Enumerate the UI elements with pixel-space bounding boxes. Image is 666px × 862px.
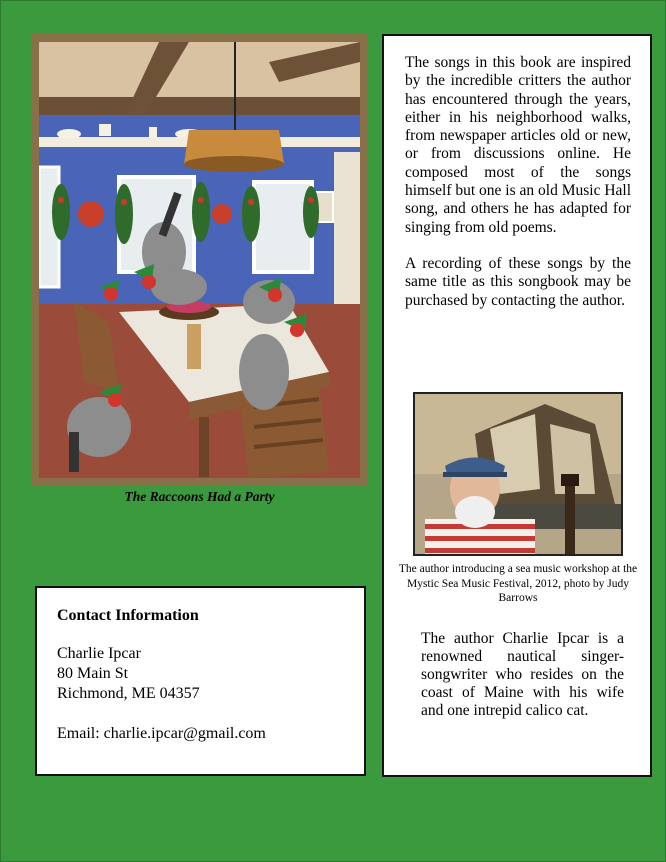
- contact-city: Richmond, ME 04357: [57, 685, 200, 702]
- contact-email: Email: charlie.ipcar@gmail.com: [57, 725, 266, 742]
- raccoon-party-illustration: [39, 42, 360, 478]
- photo-caption: The author introducing a sea music workshop at the Mystic Sea Music Festival, 2012, photo by Judy Barrows: [398, 563, 638, 604]
- right-text-box: [382, 34, 652, 777]
- bio-text: The author Charlie Ipcar is a renowned nautical singer-songwriter who resides on the coast of Maine with his wife and one intrepid calico cat.: [421, 630, 624, 719]
- illustration-frame: [31, 34, 368, 486]
- intro-text: [405, 54, 631, 328]
- contact-street: 80 Main St: [57, 665, 129, 682]
- contact-name: Charlie Ipcar: [57, 645, 141, 662]
- author-portrait-photo: [415, 394, 621, 554]
- author-photo: [413, 392, 623, 556]
- contact-box: [35, 586, 366, 776]
- illustration-caption: The Raccoons Had a Party: [124, 489, 275, 504]
- contact-spacer: [57, 704, 364, 724]
- contact-title: Contact Information: [57, 607, 199, 624]
- intro-paragraph-2: A recording of these songs by the same title as this songbook may be purchased by contacting the author.: [405, 254, 631, 309]
- intro-paragraph-1: The songs in this book are inspired by the incredible critters the author has encountered through the years, either in his neighborhood walks, from newspaper articles old or new, or from discussions online. He composed most of the songs himself but one is an old Music Hall song, and others he has adapted for singing from old poems.: [405, 54, 632, 236]
